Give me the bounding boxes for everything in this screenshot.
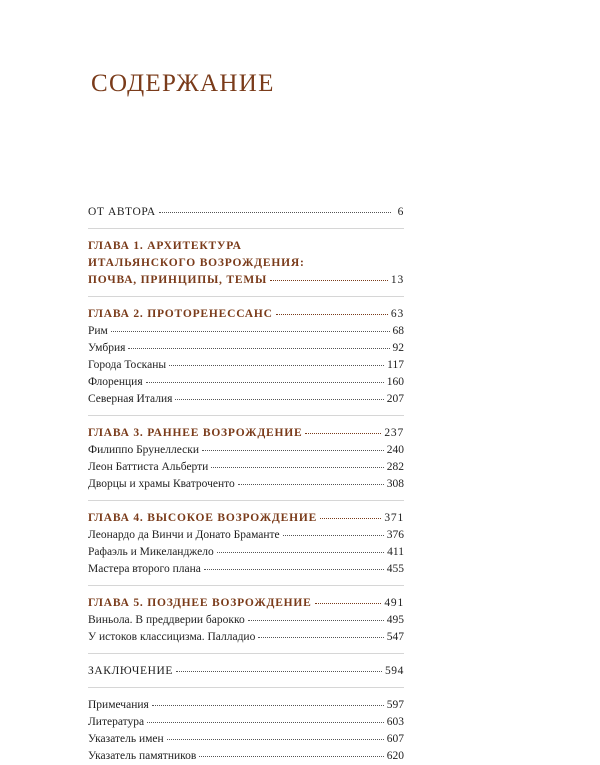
toc-page-number: 282: [386, 461, 404, 473]
divider: [88, 221, 404, 229]
section-title: У истоков классицизма. Палладио: [88, 631, 256, 643]
toc-chapter-1[interactable]: [88, 238, 404, 289]
dot-leader: [147, 722, 384, 723]
toc-page-number: 620: [386, 750, 404, 762]
toc-appendix-item[interactable]: [88, 697, 404, 714]
toc-section[interactable]: [88, 476, 404, 493]
toc-page-number: 117: [387, 359, 404, 371]
toc-section[interactable]: [88, 612, 404, 629]
toc-chapter-5[interactable]: [88, 595, 404, 612]
table-of-contents: [88, 204, 404, 765]
section-title: Дворцы и храмы Кватроченто: [88, 478, 235, 490]
toc-appendix-item[interactable]: [88, 748, 404, 765]
chapter-title-line: ИТАЛЬЯНСКОГО ВОЗРОЖДЕНИЯ:: [88, 257, 305, 269]
dot-leader: [202, 450, 384, 451]
toc-entry-label: ОТ АВТОРА: [88, 206, 156, 218]
chapter-title-line: ГЛАВА 1. АРХИТЕКТУРА: [88, 240, 242, 252]
chapter-title: ГЛАВА 2. ПРОТОРЕНЕССАНС: [88, 308, 273, 320]
toc-entry-conclusion[interactable]: [88, 663, 404, 680]
dot-leader: [169, 365, 384, 366]
section-title: Леонардо да Винчи и Донато Браманте: [88, 529, 280, 541]
toc-section[interactable]: [88, 374, 404, 391]
toc-page-number: 603: [386, 716, 404, 728]
dot-leader: [217, 552, 384, 553]
toc-section[interactable]: [88, 544, 404, 561]
dot-leader: [199, 756, 383, 757]
toc-section[interactable]: [88, 391, 404, 408]
toc-section[interactable]: [88, 527, 404, 544]
toc-section[interactable]: [88, 357, 404, 374]
dot-leader: [128, 348, 389, 349]
divider: [88, 289, 404, 297]
appendix-title: Примечания: [88, 699, 149, 711]
toc-page-number: 411: [387, 546, 404, 558]
toc-page-number: 63: [390, 308, 404, 320]
toc-section[interactable]: [88, 459, 404, 476]
toc-entry-label: ЗАКЛЮЧЕНИЕ: [88, 665, 174, 677]
appendix-title: Указатель имен: [88, 733, 164, 745]
toc-page-number: 547: [386, 631, 404, 643]
toc-page-number: 68: [392, 325, 404, 337]
chapter-title: ГЛАВА 3. РАННЕЕ ВОЗРОЖДЕНИЕ: [88, 427, 303, 439]
dot-leader: [211, 467, 383, 468]
divider: [88, 493, 404, 501]
chapter-title: ГЛАВА 4. ВЫСОКОЕ ВОЗРОЖДЕНИЕ: [88, 512, 318, 524]
divider: [88, 578, 404, 586]
divider: [88, 646, 404, 654]
dot-leader: [315, 603, 382, 604]
toc-section[interactable]: [88, 323, 404, 340]
section-title: Филиппо Брунеллески: [88, 444, 199, 456]
toc-page-number: 607: [386, 733, 404, 745]
dot-leader: [238, 484, 384, 485]
dot-leader: [276, 314, 388, 315]
section-title: Рафаэль и Микеланджело: [88, 546, 214, 558]
dot-leader: [258, 637, 383, 638]
toc-page-number: 207: [386, 393, 404, 405]
section-title: Умбрия: [88, 342, 126, 354]
toc-page-number: 455: [386, 563, 404, 575]
dot-leader: [305, 433, 381, 434]
toc-page-number: 6: [397, 206, 404, 218]
toc-page-number: 597: [386, 699, 404, 711]
toc-page-number: 371: [384, 512, 404, 524]
toc-page-number: 240: [386, 444, 404, 456]
dot-leader: [175, 399, 383, 400]
section-title: Виньола. В преддверии барокко: [88, 614, 245, 626]
dot-leader: [283, 535, 384, 536]
section-title: Флоренция: [88, 376, 143, 388]
toc-chapter-2[interactable]: [88, 306, 404, 323]
toc-chapter-3[interactable]: [88, 425, 404, 442]
divider: [88, 680, 404, 688]
page-title: СОДЕРЖАНИЕ: [91, 70, 275, 97]
toc-page-number: 160: [386, 376, 404, 388]
section-title: Мастера второго плана: [88, 563, 201, 575]
toc-section[interactable]: [88, 561, 404, 578]
toc-page-number: 594: [384, 665, 404, 677]
toc-chapter-4[interactable]: [88, 510, 404, 527]
dot-leader: [152, 705, 384, 706]
toc-section[interactable]: [88, 340, 404, 357]
toc-entry-preface[interactable]: [88, 204, 404, 221]
section-title: Рим: [88, 325, 108, 337]
dot-leader: [248, 620, 384, 621]
dot-leader: [159, 212, 391, 213]
dot-leader: [320, 518, 381, 519]
toc-page-number: 237: [384, 427, 404, 439]
chapter-title-last-line: [88, 272, 404, 289]
toc-page-number: 92: [392, 342, 404, 354]
divider: [88, 408, 404, 416]
dot-leader: [204, 569, 384, 570]
toc-section[interactable]: [88, 442, 404, 459]
dot-leader: [176, 671, 382, 672]
dot-leader: [111, 331, 390, 332]
dot-leader: [167, 739, 384, 740]
dot-leader: [146, 382, 384, 383]
toc-page-number: 308: [386, 478, 404, 490]
toc-page-number: 376: [386, 529, 404, 541]
toc-page-number: 13: [390, 274, 404, 286]
toc-appendix-item[interactable]: [88, 714, 404, 731]
section-title: Города Тосканы: [88, 359, 167, 371]
toc-section[interactable]: [88, 629, 404, 646]
section-title: Северная Италия: [88, 393, 173, 405]
toc-page-number: 495: [386, 614, 404, 626]
appendix-title: Указатель памятников: [88, 750, 197, 762]
section-title: Леон Баттиста Альберти: [88, 461, 209, 473]
dot-leader: [270, 280, 388, 281]
toc-page-number: 491: [384, 597, 404, 609]
chapter-title-line: ПОЧВА, ПРИНЦИПЫ, ТЕМЫ: [88, 274, 268, 286]
appendix-title: Литература: [88, 716, 145, 728]
toc-appendix-item[interactable]: [88, 731, 404, 748]
chapter-title: ГЛАВА 5. ПОЗДНЕЕ ВОЗРОЖДЕНИЕ: [88, 597, 312, 609]
